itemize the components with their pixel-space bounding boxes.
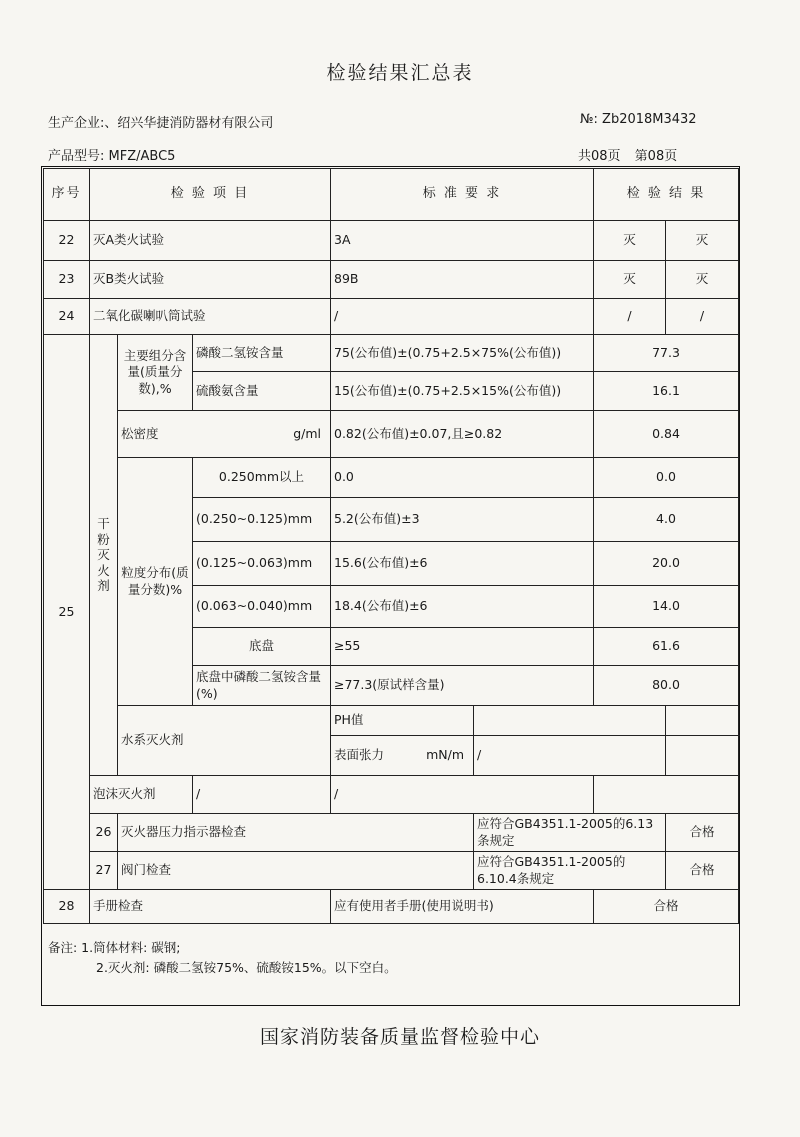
- row-no: 24: [44, 299, 90, 335]
- density-item: 松密度: [121, 425, 159, 441]
- dry-powder-label: 干粉灭火剂: [97, 515, 110, 594]
- map-item: 磷酸二氢铵含量: [193, 335, 331, 372]
- table-row: [44, 852, 739, 890]
- row-no: 27: [90, 852, 118, 890]
- tension-item: 表面张力: [334, 747, 385, 763]
- header-result: 检 验 结 果: [594, 169, 739, 221]
- table-row: [44, 411, 739, 458]
- table-row: [44, 335, 739, 372]
- header-standard: 标 准 要 求: [331, 169, 594, 221]
- row-item: 阀门检查: [118, 852, 474, 890]
- table-row: [44, 299, 739, 335]
- row-item: 灭火器压力指示器检查: [118, 814, 474, 852]
- granularity-label: 粒度分布(质量分数)%: [118, 458, 193, 706]
- row-no: 26: [90, 814, 118, 852]
- foam-standard: /: [331, 776, 594, 814]
- water-label: 水系灭火剂: [118, 706, 331, 776]
- table-row: [44, 890, 739, 924]
- row-item: 手册检查: [90, 890, 331, 924]
- table-row: [44, 706, 739, 736]
- tension-unit: mN/m: [426, 747, 464, 763]
- page-title: 检验结果汇总表: [326, 62, 474, 84]
- ph-standard: [474, 706, 666, 736]
- tension-item-cell: [331, 736, 474, 776]
- density-standard: 0.82(公布值)±0.07,且≥0.82: [331, 411, 594, 458]
- row-item: 灭A类火试验: [90, 221, 331, 261]
- header-no: 序号: [44, 169, 90, 221]
- g5-item: 底盘: [193, 628, 331, 666]
- table-row: [44, 261, 739, 299]
- foam-slash: /: [193, 776, 331, 814]
- row-result-b: /: [666, 299, 739, 335]
- map-result: 77.3: [594, 335, 739, 372]
- ph-result: [666, 706, 739, 736]
- dry-powder-cell: [90, 335, 118, 776]
- row-result-b: 灭: [666, 221, 739, 261]
- page-count: 共08页 第08页: [578, 149, 678, 164]
- ph-item: PH值: [331, 706, 474, 736]
- g4-result: 14.0: [594, 586, 739, 628]
- g4-item: (0.063~0.040)mm: [193, 586, 331, 628]
- as-item: 硫酸氨含量: [193, 372, 331, 411]
- tension-standard: /: [474, 736, 666, 776]
- row-standard: 应有使用者手册(使用说明书): [331, 890, 594, 924]
- row-standard: 应符合GB4351.1-2005的6.10.4条规定: [474, 852, 666, 890]
- row-standard: /: [331, 299, 594, 335]
- row-result-a: /: [594, 299, 666, 335]
- results-table: [43, 168, 739, 924]
- row-standard: 89B: [331, 261, 594, 299]
- g1-standard: 0.0: [331, 458, 594, 498]
- g2-item: (0.250~0.125)mm: [193, 498, 331, 542]
- remark-line-1: 备注: 1.筒体材料: 碳钢;: [48, 940, 181, 955]
- remarks: [48, 938, 397, 978]
- row-item: 灭B类火试验: [90, 261, 331, 299]
- header-row: [44, 169, 739, 221]
- as-result: 16.1: [594, 372, 739, 411]
- density-item-cell: [118, 411, 331, 458]
- remark-line-2: 2.灭火剂: 磷酸二氢铵75%、硫酸铵15%。以下空白。: [96, 960, 397, 975]
- g4-standard: 18.4(公布值)±6: [331, 586, 594, 628]
- tension-result: [666, 736, 739, 776]
- manufacturer: 生产企业:、绍兴华捷消防器材有限公司: [48, 116, 274, 131]
- g1-item: 0.250mm以上: [193, 458, 331, 498]
- g5-result: 61.6: [594, 628, 739, 666]
- product-model: 产品型号: MFZ/ABC5: [48, 149, 176, 164]
- density-result: 0.84: [594, 411, 739, 458]
- row-standard: 3A: [331, 221, 594, 261]
- table-row: [44, 458, 739, 498]
- row-no: 23: [44, 261, 90, 299]
- foam-result: [594, 776, 739, 814]
- row-result: 合格: [666, 852, 739, 890]
- row-standard: 应符合GB4351.1-2005的6.13条规定: [474, 814, 666, 852]
- row-result: 合格: [594, 890, 739, 924]
- g3-result: 20.0: [594, 542, 739, 586]
- g6-standard: ≥77.3(原试样含量): [331, 666, 594, 706]
- table-row: [44, 814, 739, 852]
- g2-standard: 5.2(公布值)±3: [331, 498, 594, 542]
- g6-result: 80.0: [594, 666, 739, 706]
- g3-standard: 15.6(公布值)±6: [331, 542, 594, 586]
- row-no: 25: [44, 335, 90, 890]
- row-no: 28: [44, 890, 90, 924]
- foam-label: 泡沫灭火剂: [90, 776, 193, 814]
- density-unit: g/ml: [293, 425, 321, 441]
- issuer-footer: 国家消防装备质量监督检验中心: [259, 1026, 540, 1048]
- g5-standard: ≥55: [331, 628, 594, 666]
- row-result-a: 灭: [594, 261, 666, 299]
- row-no: 22: [44, 221, 90, 261]
- row-result-a: 灭: [594, 221, 666, 261]
- g6-item: 底盘中磷酸二氢铵含量(%): [193, 666, 331, 706]
- main-component-label: 主要组分含量(质量分数),%: [118, 335, 193, 411]
- g3-item: (0.125~0.063)mm: [193, 542, 331, 586]
- row-item: 二氧化碳喇叭筒试验: [90, 299, 331, 335]
- table-row: [44, 221, 739, 261]
- row-result-b: 灭: [666, 261, 739, 299]
- g1-result: 0.0: [594, 458, 739, 498]
- table-row: [44, 776, 739, 814]
- g2-result: 4.0: [594, 498, 739, 542]
- as-standard: 15(公布值)±(0.75+2.5×15%(公布值)): [331, 372, 594, 411]
- report-number: №: Zb2018M3432: [580, 112, 697, 127]
- map-standard: 75(公布值)±(0.75+2.5×75%(公布值)): [331, 335, 594, 372]
- row-result: 合格: [666, 814, 739, 852]
- header-item: 检 验 项 目: [90, 169, 331, 221]
